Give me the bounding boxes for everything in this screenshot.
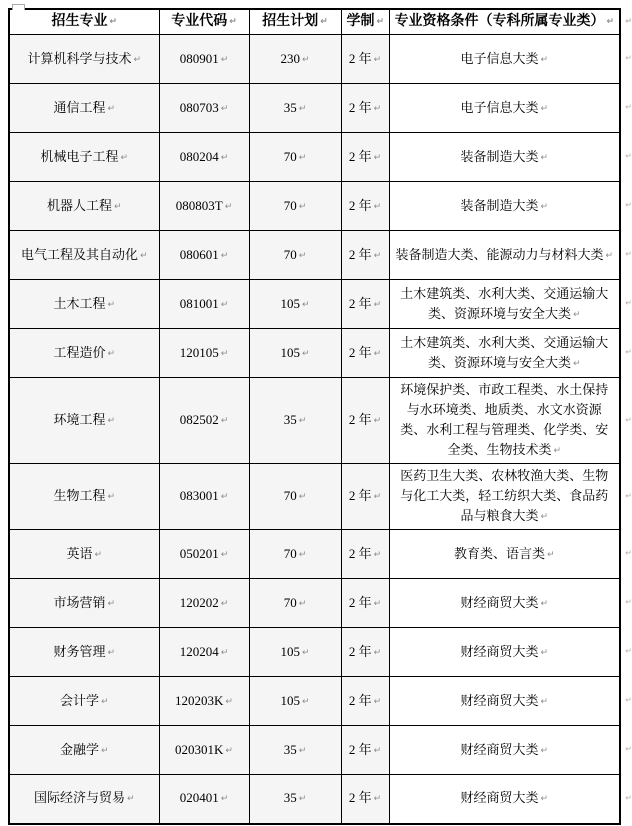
end-of-cell-mark-icon: ↵ <box>107 647 116 658</box>
cell-text: 财经商贸大类 <box>460 594 539 610</box>
cell-text: 2 年 <box>348 246 372 262</box>
cell-text: 土木建筑类、水利大类、交通运输大类、资源环境与安全大类 <box>400 285 609 321</box>
cell-text: 财经商贸大类 <box>460 643 539 659</box>
cell-code <box>159 378 249 464</box>
cell-text: 2 年 <box>348 545 372 561</box>
end-of-cell-mark-icon: ↵ <box>107 598 116 609</box>
cell-major <box>9 530 159 579</box>
cell-plan <box>249 464 341 530</box>
end-of-cell-mark-icon: ↵ <box>540 696 549 707</box>
cell-qualification <box>389 530 632 579</box>
cell-text: 通信工程 <box>53 99 106 115</box>
cell-plan <box>249 35 341 84</box>
cell-major <box>9 378 159 464</box>
end-of-cell-mark-icon: ↵ <box>220 492 229 502</box>
cell-text: 土木工程 <box>53 295 106 311</box>
cell-duration <box>341 329 389 378</box>
end-of-cell-mark-icon: ↵ <box>373 201 382 212</box>
cell-qualification <box>389 464 632 530</box>
cell-code <box>159 464 249 530</box>
table-row <box>9 35 620 84</box>
cell-text: 080204 <box>179 148 219 164</box>
cell-text: 英语 <box>66 545 93 561</box>
end-of-row-mark-icon: ↵ <box>625 16 632 26</box>
cell-text: 市场营销 <box>53 594 106 610</box>
end-of-cell-mark-icon: ↵ <box>107 103 116 114</box>
end-of-cell-mark-icon: ↵ <box>606 17 615 27</box>
cell-text: 083001 <box>179 488 219 503</box>
table-row <box>9 182 620 231</box>
header-plan <box>249 9 341 35</box>
end-of-row-mark-icon: ↵ <box>625 744 632 754</box>
cell-code <box>159 726 249 775</box>
end-of-cell-mark-icon: ↵ <box>120 152 129 163</box>
cell-text: 教育类、语言类 <box>453 545 545 561</box>
end-of-cell-mark-icon: ↵ <box>373 647 382 658</box>
table-row <box>9 133 620 182</box>
cell-text: 2 年 <box>348 692 372 708</box>
end-of-cell-mark-icon: ↵ <box>107 299 116 310</box>
cell-text: 国际经济与贸易 <box>33 790 125 806</box>
end-of-cell-mark-icon: ↵ <box>373 745 382 756</box>
cell-code <box>159 133 249 182</box>
cell-duration <box>341 775 389 824</box>
cell-text: 230 <box>280 50 300 66</box>
end-of-row-mark-icon: ↵ <box>625 548 632 558</box>
cell-duration <box>341 84 389 133</box>
cell-text: 招生专业 <box>51 14 108 29</box>
cell-code <box>159 84 249 133</box>
cell-text: 土木建筑类、水利大类、交通运输大类、资源环境与安全大类 <box>400 334 609 370</box>
table-row <box>9 677 620 726</box>
cell-duration <box>341 182 389 231</box>
end-of-cell-mark-icon: ↵ <box>540 794 549 805</box>
end-of-row-mark-icon: ↵ <box>625 415 632 425</box>
table-row <box>9 726 620 775</box>
cell-code <box>159 677 249 726</box>
cell-code <box>159 35 249 84</box>
end-of-row-mark-icon: ↵ <box>625 347 632 357</box>
cell-qualification <box>389 231 632 280</box>
cell-text: 082502 <box>179 412 219 427</box>
cell-major <box>9 677 159 726</box>
cell-text: 080601 <box>179 246 219 262</box>
end-of-cell-mark-icon: ↵ <box>229 17 237 27</box>
end-of-cell-mark-icon: ↵ <box>373 416 382 426</box>
cell-code <box>159 231 249 280</box>
table-row <box>9 329 620 378</box>
cell-text: 电气工程及其自动化 <box>20 246 138 262</box>
end-of-cell-mark-icon: ↵ <box>540 598 549 609</box>
cell-text: 70 <box>283 148 297 164</box>
end-of-cell-mark-icon: ↵ <box>373 250 382 261</box>
cell-text: 机械电子工程 <box>40 148 119 164</box>
end-of-cell-mark-icon: ↵ <box>540 745 549 756</box>
table-row <box>9 378 620 464</box>
cell-plan <box>249 378 341 464</box>
cell-qualification <box>389 35 632 84</box>
end-of-cell-mark-icon: ↵ <box>224 201 233 212</box>
cell-qualification <box>389 133 632 182</box>
end-of-cell-mark-icon: ↵ <box>298 549 307 560</box>
header-qualification <box>389 9 632 35</box>
cell-text: 2 年 <box>348 148 372 164</box>
end-of-cell-mark-icon: ↵ <box>220 794 229 805</box>
cell-major <box>9 133 159 182</box>
cell-qualification <box>389 677 632 726</box>
cell-plan <box>249 280 341 329</box>
end-of-cell-mark-icon: ↵ <box>220 299 229 310</box>
cell-duration <box>341 628 389 677</box>
cell-text: 财经商贸大类 <box>460 741 539 757</box>
end-of-cell-mark-icon: ↵ <box>220 416 229 426</box>
end-of-cell-mark-icon: ↵ <box>540 103 549 114</box>
cell-code <box>159 329 249 378</box>
cell-text: 70 <box>283 545 297 561</box>
end-of-row-mark-icon: ↵ <box>625 53 632 63</box>
cell-major <box>9 726 159 775</box>
cell-qualification <box>389 84 632 133</box>
cell-duration <box>341 464 389 530</box>
end-of-cell-mark-icon: ↵ <box>220 348 229 359</box>
cell-text: 2 年 <box>348 594 372 610</box>
end-of-cell-mark-icon: ↵ <box>225 745 233 756</box>
header-duration <box>341 9 389 35</box>
cell-plan <box>249 231 341 280</box>
cell-duration <box>341 280 389 329</box>
end-of-cell-mark-icon: ↵ <box>225 696 233 707</box>
cell-duration <box>341 378 389 464</box>
cell-text: 081001 <box>179 295 219 311</box>
cell-text: 金融学 <box>59 741 99 757</box>
cell-text: 环境保护类、市政工程类、水土保持与水环境类、地质类、水文水资源类、水利工程与管理类、化学类、安全类、生物技术类 <box>400 382 609 457</box>
cell-text: 2 年 <box>348 344 372 360</box>
cell-duration <box>341 231 389 280</box>
cell-code <box>159 530 249 579</box>
end-of-row-mark-icon: ↵ <box>625 200 632 210</box>
table-row <box>9 280 620 329</box>
cell-text: 080803T <box>175 197 223 213</box>
cell-major <box>9 628 159 677</box>
end-of-cell-mark-icon: ↵ <box>320 17 328 27</box>
table-row <box>9 775 620 824</box>
cell-text: 计算机科学与技术 <box>27 50 132 66</box>
end-of-cell-mark-icon: ↵ <box>373 598 382 609</box>
end-of-cell-mark-icon: ↵ <box>107 416 116 426</box>
end-of-cell-mark-icon: ↵ <box>298 250 307 261</box>
cell-text: 电子信息大类 <box>460 50 539 66</box>
cell-text: 2 年 <box>348 99 372 115</box>
end-of-cell-mark-icon: ↵ <box>298 794 307 805</box>
end-of-cell-mark-icon: ↵ <box>126 794 135 805</box>
cell-code <box>159 182 249 231</box>
end-of-cell-mark-icon: ↵ <box>100 696 109 707</box>
cell-plan <box>249 329 341 378</box>
cell-text: 专业资格条件（专科所属专业类） <box>394 14 605 29</box>
header-code <box>159 9 249 35</box>
end-of-cell-mark-icon: ↵ <box>298 598 307 609</box>
cell-text: 环境工程 <box>53 412 106 427</box>
end-of-cell-mark-icon: ↵ <box>298 745 307 756</box>
end-of-cell-mark-icon: ↵ <box>540 512 549 522</box>
cell-text: 生物工程 <box>53 488 106 503</box>
cell-text: 2 年 <box>348 790 372 806</box>
cell-text: 35 <box>283 412 297 427</box>
cell-text: 电子信息大类 <box>460 99 539 115</box>
end-of-cell-mark-icon: ↵ <box>220 152 229 163</box>
cell-qualification <box>389 329 632 378</box>
cell-major <box>9 280 159 329</box>
end-of-cell-mark-icon: ↵ <box>301 299 310 310</box>
cell-text: 080703 <box>179 99 219 115</box>
enrollment-table <box>8 8 632 825</box>
cell-text: 020301K <box>175 741 224 757</box>
cell-text: 020401 <box>179 790 219 806</box>
end-of-cell-mark-icon: ↵ <box>373 103 382 114</box>
end-of-cell-mark-icon: ↵ <box>133 54 142 65</box>
cell-qualification <box>389 628 632 677</box>
table-row <box>9 464 620 530</box>
end-of-cell-mark-icon: ↵ <box>94 549 103 560</box>
end-of-cell-mark-icon: ↵ <box>373 549 382 560</box>
end-of-cell-mark-icon: ↵ <box>301 348 310 359</box>
end-of-cell-mark-icon: ↵ <box>540 647 549 658</box>
end-of-cell-mark-icon: ↵ <box>220 647 229 658</box>
cell-text: 050201 <box>179 545 219 561</box>
end-of-cell-mark-icon: ↵ <box>298 416 307 426</box>
cell-text: 35 <box>283 790 297 806</box>
end-of-cell-mark-icon: ↵ <box>220 103 229 114</box>
cell-text: 招生计划 <box>262 14 319 29</box>
cell-duration <box>341 579 389 628</box>
cell-text: 70 <box>283 246 297 262</box>
cell-text: 35 <box>283 99 297 115</box>
end-of-row-mark-icon: ↵ <box>625 298 632 308</box>
end-of-row-mark-icon: ↵ <box>625 102 632 112</box>
end-of-cell-mark-icon: ↵ <box>553 446 562 456</box>
end-of-cell-mark-icon: ↵ <box>373 492 382 502</box>
cell-text: 2 年 <box>348 488 372 503</box>
cell-text: 2 年 <box>348 295 372 311</box>
cell-plan <box>249 677 341 726</box>
cell-duration <box>341 726 389 775</box>
end-of-cell-mark-icon: ↵ <box>301 54 310 65</box>
table-row <box>9 84 620 133</box>
end-of-cell-mark-icon: ↵ <box>107 348 116 359</box>
cell-text: 70 <box>283 488 297 503</box>
table-row <box>9 530 620 579</box>
cell-qualification <box>389 378 632 464</box>
cell-plan <box>249 579 341 628</box>
cell-major <box>9 775 159 824</box>
table-row <box>9 231 620 280</box>
cell-text: 会计学 <box>59 692 99 708</box>
cell-duration <box>341 677 389 726</box>
end-of-cell-mark-icon: ↵ <box>546 549 555 560</box>
end-of-row-mark-icon: ↵ <box>625 695 632 705</box>
end-of-cell-mark-icon: ↵ <box>301 696 310 707</box>
cell-text: 105 <box>280 692 300 708</box>
cell-major <box>9 579 159 628</box>
end-of-cell-mark-icon: ↵ <box>373 54 382 65</box>
end-of-cell-mark-icon: ↵ <box>373 152 382 163</box>
end-of-cell-mark-icon: ↵ <box>540 54 549 65</box>
table-row <box>9 579 620 628</box>
end-of-cell-mark-icon: ↵ <box>100 745 109 756</box>
cell-plan <box>249 84 341 133</box>
cell-plan <box>249 182 341 231</box>
cell-text: 2 年 <box>348 197 372 213</box>
end-of-cell-mark-icon: ↵ <box>373 696 382 707</box>
end-of-cell-mark-icon: ↵ <box>540 152 549 163</box>
end-of-row-mark-icon: ↵ <box>625 249 632 259</box>
end-of-cell-mark-icon: ↵ <box>298 152 307 163</box>
cell-text: 医药卫生大类、农林牧渔大类、生物与化工大类，轻工纺织大类、食品药品与粮食大类 <box>400 468 609 523</box>
end-of-cell-mark-icon: ↵ <box>298 103 307 114</box>
end-of-cell-mark-icon: ↵ <box>298 492 307 502</box>
cell-qualification <box>389 579 632 628</box>
end-of-row-mark-icon: ↵ <box>625 151 632 161</box>
cell-plan <box>249 726 341 775</box>
cell-text: 装备制造大类 <box>460 197 539 213</box>
cell-text: 学制 <box>346 14 375 29</box>
end-of-cell-mark-icon: ↵ <box>113 201 122 212</box>
cell-qualification <box>389 280 632 329</box>
cell-duration <box>341 530 389 579</box>
enrollment-table-body <box>9 35 632 824</box>
cell-qualification <box>389 775 632 824</box>
cell-code <box>159 775 249 824</box>
enrollment-table-header <box>9 9 632 35</box>
header-major <box>9 9 159 35</box>
end-of-row-mark-icon: ↵ <box>625 491 632 501</box>
cell-text: 财经商贸大类 <box>460 692 539 708</box>
end-of-cell-mark-icon: ↵ <box>605 250 614 261</box>
cell-major <box>9 329 159 378</box>
end-of-cell-mark-icon: ↵ <box>572 358 581 369</box>
cell-text: 2 年 <box>348 741 372 757</box>
end-of-cell-mark-icon: ↵ <box>373 794 382 805</box>
cell-qualification <box>389 726 632 775</box>
end-of-cell-mark-icon: ↵ <box>373 299 382 310</box>
cell-major <box>9 231 159 280</box>
cell-text: 35 <box>283 741 297 757</box>
end-of-cell-mark-icon: ↵ <box>298 201 307 212</box>
cell-text: 105 <box>280 344 300 360</box>
cell-text: 120202 <box>179 594 219 610</box>
end-of-row-mark-icon: ↵ <box>625 793 632 803</box>
cell-text: 105 <box>280 295 300 311</box>
cell-major <box>9 84 159 133</box>
end-of-cell-mark-icon: ↵ <box>373 348 382 359</box>
cell-plan <box>249 133 341 182</box>
cell-plan <box>249 628 341 677</box>
cell-text: 120204 <box>179 643 219 659</box>
end-of-cell-mark-icon: ↵ <box>107 492 116 502</box>
cell-major <box>9 182 159 231</box>
end-of-row-mark-icon: ↵ <box>625 597 632 607</box>
cell-text: 2 年 <box>348 412 372 427</box>
cell-major <box>9 464 159 530</box>
cell-duration <box>341 133 389 182</box>
end-of-row-mark-icon: ↵ <box>625 646 632 656</box>
document-canvas <box>8 8 632 825</box>
end-of-cell-mark-icon: ↵ <box>220 250 229 261</box>
end-of-cell-mark-icon: ↵ <box>109 17 118 27</box>
cell-text: 装备制造大类、能源动力与材料大类 <box>395 246 604 262</box>
end-of-cell-mark-icon: ↵ <box>572 309 581 320</box>
end-of-cell-mark-icon: ↵ <box>220 54 229 65</box>
cell-code <box>159 628 249 677</box>
cell-text: 2 年 <box>348 643 372 659</box>
end-of-cell-mark-icon: ↵ <box>376 17 385 27</box>
cell-text: 装备制造大类 <box>460 148 539 164</box>
cell-text: 2 年 <box>348 50 372 66</box>
cell-qualification <box>389 182 632 231</box>
end-of-cell-mark-icon: ↵ <box>301 647 310 658</box>
table-row <box>9 628 620 677</box>
cell-duration <box>341 35 389 84</box>
cell-plan <box>249 530 341 579</box>
cell-text: 080901 <box>179 50 219 66</box>
cell-major <box>9 35 159 84</box>
cell-text: 105 <box>280 643 300 659</box>
end-of-cell-mark-icon: ↵ <box>139 250 148 261</box>
cell-text: 机器人工程 <box>46 197 112 213</box>
end-of-cell-mark-icon: ↵ <box>540 201 549 212</box>
end-of-cell-mark-icon: ↵ <box>220 549 229 560</box>
cell-text: 70 <box>283 594 297 610</box>
cell-text: 财经商贸大类 <box>460 790 539 806</box>
cell-plan <box>249 775 341 824</box>
header-row <box>9 9 620 35</box>
end-of-cell-mark-icon: ↵ <box>220 598 229 609</box>
cell-text: 财务管理 <box>53 643 106 659</box>
cell-text: 专业代码 <box>171 14 228 29</box>
cell-code <box>159 280 249 329</box>
cell-text: 120105 <box>179 344 219 360</box>
cell-text: 120203K <box>175 692 224 708</box>
cell-code <box>159 579 249 628</box>
cell-text: 工程造价 <box>53 344 106 360</box>
cell-text: 70 <box>283 197 297 213</box>
